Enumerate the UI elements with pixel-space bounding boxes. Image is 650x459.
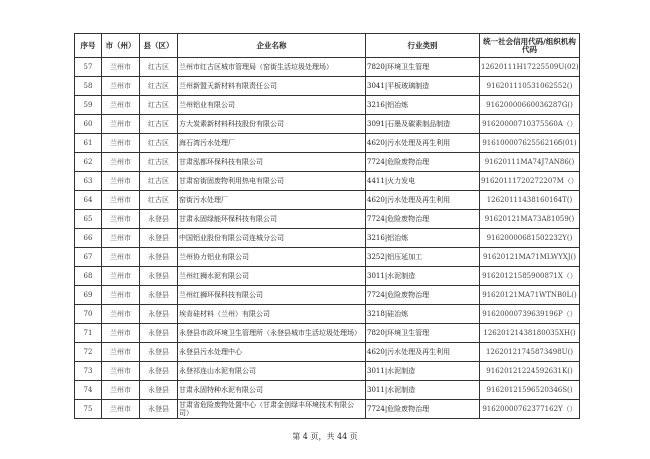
row-seq: 69: [75, 286, 102, 305]
row-city: 兰州市: [102, 191, 140, 210]
row-industry: 7724|危险废物治理: [366, 153, 480, 172]
row-seq: 72: [75, 343, 102, 362]
row-seq: 64: [75, 191, 102, 210]
row-code: 916201110531062552(): [480, 77, 580, 96]
row-county: 红古区: [140, 134, 178, 153]
row-seq: 57: [75, 58, 102, 77]
row-seq: 71: [75, 324, 102, 343]
table-row: [75, 115, 580, 134]
row-industry: 4620|污水处理及再生利用: [366, 134, 480, 153]
row-city: 兰州市: [102, 343, 140, 362]
row-code: 12620121438180035XH(): [480, 324, 580, 343]
row-company: 方大炭素新材料科技股份有限公司: [178, 115, 366, 134]
row-industry: 3011|水泥制造: [366, 362, 480, 381]
row-company: 永登县污水处理中心: [178, 343, 366, 362]
row-seq: 73: [75, 362, 102, 381]
row-seq: 61: [75, 134, 102, 153]
header-code: 统一社会信用代码/组织机构代码: [480, 34, 580, 58]
table-row: [75, 210, 580, 229]
row-company: 兰州市红古区城市管理局（窑街生活垃圾处理场）: [178, 58, 366, 77]
header-county: 县（区）: [140, 34, 178, 58]
row-seq: 70: [75, 305, 102, 324]
row-county: 红古区: [140, 96, 178, 115]
row-industry: 7820|环境卫生管理: [366, 58, 480, 77]
table-row: [75, 248, 580, 267]
row-industry: 3216|铝冶炼: [366, 96, 480, 115]
table-row: [75, 77, 580, 96]
table-row: [75, 172, 580, 191]
row-city: 兰州市: [102, 267, 140, 286]
table-row: [75, 400, 580, 419]
row-industry: 3091|石墨及碳素制品制造: [366, 115, 480, 134]
row-city: 兰州市: [102, 115, 140, 134]
row-industry: 7724|危险废物治理: [366, 286, 480, 305]
row-city: 兰州市: [102, 77, 140, 96]
row-company: 永登祁连山水泥有限公司: [178, 362, 366, 381]
row-company: 埃肯硅材料（兰州）有限公司: [178, 305, 366, 324]
table-header: [75, 34, 580, 58]
row-code: 91620121MA71WTNB0L(): [480, 286, 580, 305]
row-seq: 66: [75, 229, 102, 248]
row-industry: 3011|水泥制造: [366, 381, 480, 400]
row-code: 126201114381601б4T(): [480, 191, 580, 210]
row-seq: 74: [75, 381, 102, 400]
row-code: 91620121MA71MLWYXJ(): [480, 248, 580, 267]
row-code: 91620121224592631K(): [480, 362, 580, 381]
row-industry: 3252|铝压延加工: [366, 248, 480, 267]
page-footer: 第 4 页，共 44 页: [292, 432, 358, 441]
header-city: 市（州）: [102, 34, 140, 58]
row-company: 永登县市政环境卫生管理所（永登县城市生活垃圾处理场）: [178, 324, 366, 343]
header-industry: 行业类别: [366, 34, 480, 58]
table-row: [75, 324, 580, 343]
row-city: 兰州市: [102, 58, 140, 77]
row-industry: 3218|硅冶炼: [366, 305, 480, 324]
row-county: 永登县: [140, 381, 178, 400]
row-county: 红古区: [140, 153, 178, 172]
table-row: [75, 362, 580, 381]
row-city: 兰州市: [102, 96, 140, 115]
row-seq: 67: [75, 248, 102, 267]
table-row: [75, 96, 580, 115]
row-company: 甘肃永固绿能环保科技有限公司: [178, 210, 366, 229]
row-company: 兰州铝业有限公司: [178, 96, 366, 115]
row-code: 91620000762377162Y（）: [480, 400, 580, 419]
row-code: 12620111H17225509U(02): [480, 58, 580, 77]
row-code: 91620121MA73A81059(): [480, 210, 580, 229]
row-county: 永登县: [140, 400, 178, 419]
row-city: 兰州市: [102, 362, 140, 381]
row-code: 91620111MA74J7AN86(): [480, 153, 580, 172]
row-city: 兰州市: [102, 400, 140, 419]
row-county: 永登县: [140, 248, 178, 267]
row-city: 兰州市: [102, 153, 140, 172]
row-industry: 3216|铝冶炼: [366, 229, 480, 248]
row-code: 91620111720272207M（）: [480, 172, 580, 191]
row-county: 永登县: [140, 324, 178, 343]
header-seq: 序号: [75, 34, 102, 58]
row-industry: 4411|火力发电: [366, 172, 480, 191]
row-city: 兰州市: [102, 229, 140, 248]
row-company: 窑街污水处理厂: [178, 191, 366, 210]
row-industry: 4620|污水处理及再生利用: [366, 343, 480, 362]
row-city: 兰州市: [102, 286, 140, 305]
table-row: [75, 305, 580, 324]
table-row: [75, 134, 580, 153]
table-row: [75, 191, 580, 210]
row-company: 甘肃窑街固废物利用热电有限公司: [178, 172, 366, 191]
row-company: 海石湾污水处理厂: [178, 134, 366, 153]
row-industry: 7724|危险废物治理: [366, 210, 480, 229]
row-company: 甘肃永固特种水泥有限公司: [178, 381, 366, 400]
row-company: 甘肃省危险废物处置中心（甘肃金创绿丰环境技术有限公司）: [178, 400, 366, 419]
row-county: 红古区: [140, 77, 178, 96]
row-county: 永登县: [140, 210, 178, 229]
table-row: [75, 343, 580, 362]
enterprise-table: [74, 33, 580, 419]
row-seq: 60: [75, 115, 102, 134]
row-code: 91620000660036287G(): [480, 96, 580, 115]
row-county: 永登县: [140, 305, 178, 324]
row-code: 91620000681502232Y(): [480, 229, 580, 248]
row-county: 红古区: [140, 58, 178, 77]
row-seq: 75: [75, 400, 102, 419]
row-company: 中国铝业股份有限公司连城分公司: [178, 229, 366, 248]
row-city: 兰州市: [102, 324, 140, 343]
table-row: [75, 267, 580, 286]
row-city: 兰州市: [102, 305, 140, 324]
row-seq: 58: [75, 77, 102, 96]
row-city: 兰州市: [102, 381, 140, 400]
row-county: 红古区: [140, 115, 178, 134]
table-row: [75, 153, 580, 172]
row-city: 兰州市: [102, 248, 140, 267]
row-county: 永登县: [140, 286, 178, 305]
table-row: [75, 58, 580, 77]
row-code: 12620121745873498U(): [480, 343, 580, 362]
row-industry: 3011|水泥制造: [366, 267, 480, 286]
row-county: 永登县: [140, 229, 178, 248]
row-industry: 4620|污水处理及再生利用: [366, 191, 480, 210]
row-city: 兰州市: [102, 210, 140, 229]
row-city: 兰州市: [102, 172, 140, 191]
row-county: 红古区: [140, 172, 178, 191]
row-county: 红古区: [140, 191, 178, 210]
table-row: [75, 286, 580, 305]
row-code: 91620121585900871X（）: [480, 267, 580, 286]
row-code: 91610000762556216б(01): [480, 134, 580, 153]
row-city: 兰州市: [102, 134, 140, 153]
row-code: 91620000739639196P（）: [480, 305, 580, 324]
header-company: 企业名称: [178, 34, 366, 58]
row-industry: 3041|平板玻璃制造: [366, 77, 480, 96]
table-row: [75, 381, 580, 400]
row-seq: 63: [75, 172, 102, 191]
row-county: 永登县: [140, 362, 178, 381]
table-row: [75, 229, 580, 248]
row-company: 兰州红狮环保科技有限公司: [178, 286, 366, 305]
row-code: 91620121596520346S(): [480, 381, 580, 400]
row-company: 甘肃泓都环保科技有限公司: [178, 153, 366, 172]
row-industry: 7820|环境卫生管理: [366, 324, 480, 343]
row-county: 永登县: [140, 267, 178, 286]
row-county: 永登县: [140, 343, 178, 362]
row-seq: 62: [75, 153, 102, 172]
row-company: 兰州协力铝业有限公司: [178, 248, 366, 267]
row-seq: 65: [75, 210, 102, 229]
row-industry: 7724|危险废物治理: [366, 400, 480, 419]
row-seq: 59: [75, 96, 102, 115]
row-company: 兰州新盟天新材料有限责任公司: [178, 77, 366, 96]
row-seq: 68: [75, 267, 102, 286]
row-code: 91620000710375560A（）: [480, 115, 580, 134]
row-company: 兰州红狮水泥有限公司: [178, 267, 366, 286]
